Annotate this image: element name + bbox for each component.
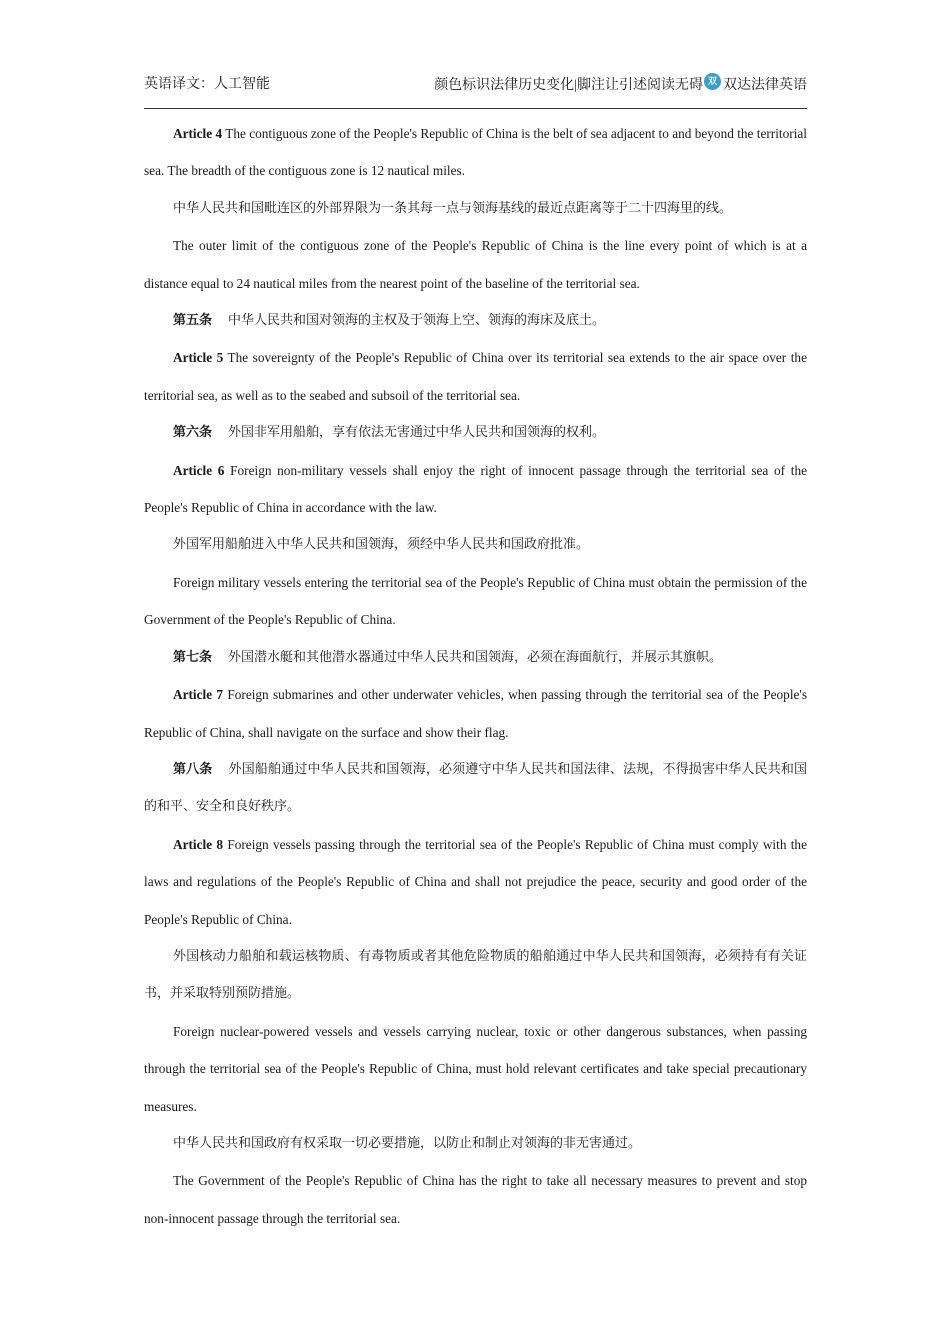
paragraph-text: Foreign military vessels entering the territorial sea of the People's Republic of China must obtain the permission of the Government of the People's Republic of China. <box>144 574 807 628</box>
article-label: 第六条 <box>173 425 213 441</box>
chinese-paragraph <box>144 938 807 1013</box>
article-label: 第八条 <box>173 761 213 777</box>
english-paragraph <box>144 227 807 302</box>
chinese-paragraph <box>144 639 807 676</box>
paragraph-text: 外国潜水艇和其他潜水器通过中华人民共和国领海，必须在海面航行，并展示其旗帜。 <box>228 649 723 665</box>
paragraph-text: Foreign non-military vessels shall enjoy the right of innocent passage through the territorial sea of the People's Republic of China in accordance with the law. <box>144 462 807 516</box>
paragraph-text: 中华人民共和国政府有权采取一切必要措施，以防止和制止对领海的非无害通过。 <box>173 1135 642 1151</box>
document-body <box>144 115 807 1237</box>
page-header <box>144 70 807 96</box>
paragraph-text: Foreign vessels passing through the territorial sea of the People's Republic of China must comply with the laws and regulations of the People's Republic of China and shall not prejudice the peace, security and good order of the People's Republic of China. <box>144 836 807 927</box>
article-label: Article 4 <box>173 126 223 141</box>
paragraph-text: Foreign nuclear-powered vessels and vessels carrying nuclear, toxic or other dangerous substances, when passing through the territorial sea of the People's Republic of China, must hold relevant certificates and take special precautionary measures. <box>144 1023 807 1114</box>
paragraph-text: Foreign submarines and other underwater vehicles, when passing through the territorial sea of the People's Republic of China, shall navigate on the surface and show their flag. <box>144 687 807 740</box>
header-tagline-text: 颜色标识法律历史变化|脚注让引述阅读无碍 <box>434 78 703 93</box>
english-paragraph <box>144 339 807 414</box>
chinese-paragraph <box>144 414 807 451</box>
paragraph-text: The contiguous zone of the People's Republic of China is the belt of sea adjacent to and beyond the territorial sea. The breadth of the contiguous zone is 12 nautical miles. <box>144 126 807 179</box>
brand-logo-icon: 双 <box>704 73 721 90</box>
paragraph-text: 中华人民共和国对领海的主权及于领海上空、领海的海床及底土。 <box>228 313 606 329</box>
paragraph-text: The Government of the People's Republic of China has the right to take all necessary measures to prevent and stop non-innocent passage through the territorial sea. <box>144 1173 807 1226</box>
chinese-paragraph <box>144 1125 807 1162</box>
chinese-paragraph <box>144 751 807 826</box>
article-label: Article 5 <box>173 350 224 366</box>
article-label: 第七条 <box>173 649 213 665</box>
paragraph-text: 外国核动力船舶和载运核物质、有毒物质或者其他危险物质的船舶通过中华人民共和国领海，必须持有有关证书，并采取特别预防措施。 <box>144 948 807 1002</box>
header-divider <box>144 108 807 109</box>
paragraph-text: 外国军用船舶进入中华人民共和国领海，须经中华人民共和国政府批准。 <box>173 537 590 553</box>
english-paragraph <box>144 452 807 527</box>
article-label: Article 7 <box>173 687 224 703</box>
paragraph-text: The outer limit of the contiguous zone of the People's Republic of China is the line every point of which is at a distance equal to 24 nautical miles from the nearest point of the baseline of the territorial sea. <box>144 238 807 291</box>
paragraph-text: 外国非军用船舶，享有依法无害通过中华人民共和国领海的权利。 <box>228 425 606 441</box>
paragraph-text: 外国船舶通过中华人民共和国领海，必须遵守中华人民共和国法律、法规，不得损害中华人民共和国的和平、安全和良好秩序。 <box>144 761 807 815</box>
english-paragraph <box>144 115 807 190</box>
header-brand-name: 双达法律英语 <box>723 78 807 93</box>
article-label: Article 6 <box>173 462 225 478</box>
chinese-paragraph <box>144 526 807 563</box>
chinese-paragraph <box>144 190 807 227</box>
paragraph-text: 中华人民共和国毗连区的外部界限为一条其每一点与领海基线的最近点距离等于二十四海里的线。 <box>173 200 733 216</box>
english-paragraph <box>144 564 807 639</box>
english-paragraph <box>144 1013 807 1125</box>
article-label: Article 8 <box>173 836 224 852</box>
english-paragraph <box>144 826 807 938</box>
header-tagline <box>434 73 807 94</box>
chinese-paragraph <box>144 302 807 339</box>
english-paragraph <box>144 676 807 751</box>
article-label: 第五条 <box>173 313 213 329</box>
header-title: 英语译文：人工智能 <box>144 77 270 92</box>
paragraph-text: The sovereignty of the People's Republic of China over its territorial sea extends to the air space over the territorial sea, as well as to the seabed and subsoil of the territorial sea. <box>144 350 807 403</box>
english-paragraph <box>144 1162 807 1237</box>
